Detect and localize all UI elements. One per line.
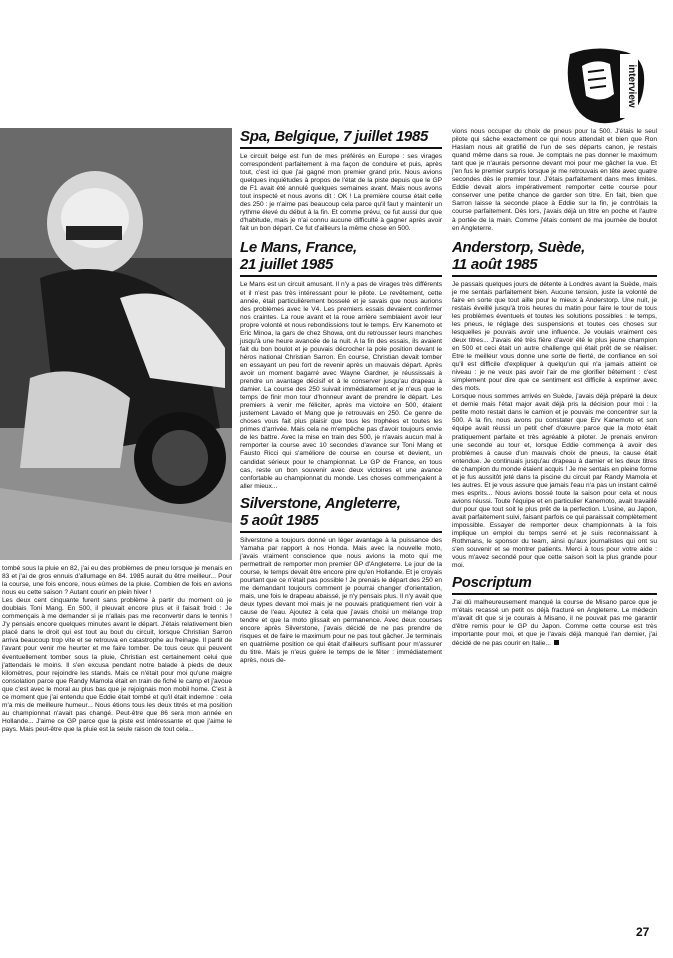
motorcycle-racer-illustration [0, 128, 232, 560]
column-3-text [452, 128, 657, 648]
heading-rule [452, 593, 657, 595]
paragraph: Lorsque nous sommes arrivés en Suède, j'avais déjà préparé la deux et demie mais l'état major avait déjà pris la décision pour moi : la petite moto restait dans le camion et je pouvais me concentrer sur la 500. A la fin, nous avons pu constater que Erv Kanemoto et son équipe avait réussi un petit chef d'œuvre parce que la moto était pratiquement parfaite et très agréable à piloter. Je prenais environ une seconde au tour et, lorsque Eddie commença à avoir des problèmes à cause d'un mauvais choix de pneus, la cause était entendue. Je continuais jusqu'au drapeau à damier et les deux titres de champion du monde étaient acquis ! Je me sentais en pleine forme et je fus aussitôt jeté dans la piscine du circuit par Randy Mamola et les autres. Et je vous assure que jamais l'eau n'a pas un instant calmé mes esprits... Nous avions bossé toute la saison pour cela et nous avions réussi. Toute l'équipe et en particulier Kanemoto, avait travaillé dur pour que tout soit le plus prêt de la perfection. L'usine, au Japon, avait parfaitement suivi, faisant parfois ce qui paraissait complètement impossible. Essayer de remporter deux championnats à la fois implique un emploi du temps serré et je suis reconnaissant à Rothmans, le sponsor du team, ainsi qu'aux journalistes qui ont su s'en souvenir et se montrer patients. Merci à tous pour votre aide : vous m'avez secondé pour que cette saison soit la plus grande pour moi. [452, 393, 657, 570]
paragraph [452, 599, 657, 647]
paragraph: vions nous occuper du choix de pneus pour la 500. J'étais le seul pilote qui sâche exactement ce qui nous attendait et bien que Ron Haslam nous ait gratifié de l'un de ses départs canon, je restais quand même dans sa roue. Je comptais ne pas donner le maximum tant que je n'aurais personne devant moi pour me gâcher la vue. Et j'en fus le premier surpris lorsque je me retrouvais en tête avec quatre secondes dès le premier tour. J'étais parfaitement dans mes limites. Eddie devait alors impérativement remporter cette course pour conserver une petite chance de garder son titre. En fait, bien que Sarron laisse la seconde place à Eddie sur la fin, je contrôlais la course parfaitement. Dès lors, j'avais déjà un titre en poche et l'autre à portée de la main. Comme j'étais content de ma journée de boulot en Angleterre. [452, 128, 657, 232]
paragraph: Les deux cent cinquante furent sans problème à partir du moment où je doublais Toni Mang. En 500, il pleuvait encore plus et il faisait froid : Je commençais à me demander si je n'allais pas me reconvertir dans le tennis ! J'y pensais encore quelques minutes avant le départ. J'étais relativement bien placé dans le droit qui est tout au bout du circuit, lorsque Christian Sarron arriva beaucoup trop vite et se retrouva en catastrophe au freinage. Il partit de l'avant pour venir me heurter et me faire tomber. De tous ceux qui peuvent éventuellement tomber sous la pluie, Christian est certainement celui que j'attendais le moins. Il s'en excusa pendant notre balade à pieds de deux kilomètres, pour rejoindre les stands. Mais ce n'était pour moi qu'une maigre consolation parce que Randy Mamola était en train de fiché le camp et j'avoue que c'est avec le moral au plus bas que je rejoignais mon mobil home. C'est à ce moment que j'ai entendu que Eddie était tombé et qu'il était indemne : cela m'a mis de meilleure humeur... Nous étions tous les deux titrés et ma position au championnat n'avait pas changé. Peut-être que 86 sera mon année en Hollande... J'aime ce GP parce que la piste est intéressante et que j'aime le pays. Mais peut-être que la pluie est la seule raison de tout cela... [2, 597, 232, 733]
section-heading-lemans: Le Mans, France, [240, 239, 357, 257]
interview-logo [566, 44, 648, 128]
column-1-text [2, 565, 232, 734]
page-number: 27 [636, 925, 650, 939]
section-heading-silverstone: Silverstone, Angleterre, [240, 494, 401, 512]
hand-microphone-icon [566, 44, 648, 128]
paragraph: Silverstone a toujours donné un léger avantage à la puissance des Yamaha par rapport à nos Honda. Mais avec la nouvelle moto, j'avais vraiment conscience que nous avions la moto qui me permettrait de remporter mon premier GP d'Angleterre. Le jour de la course, le temps devait être encore pire qu'en Hollande. Et je croyais pourtant que ce n'était pas possible ! Je prenais le départ des 250 en me demandant toujours comment je pourrai changer d'orientation, mais, une fois le drapeau abaissé, je n'y pensais plus. Il n'y avait que deux types devant moi mais je ne pouvais pratiquement rien voir à cause de l'eau. Ajoutez à cela que j'avais choisi un mélange trop tendre et que la moto glissait en permanence. Avec deux courses encore après Silverstone, j'avais décidé de ne pas prendre de risques et de faire le maximum pour ne pas tout gâcher. Je terminais en quatrième position ce qui était d'ailleurs suffisant pour m'assurer du titre. Mais je n'eus guère le temps de le fêter : immédiatement après, nous de- [240, 536, 442, 665]
section-heading-spa: Spa, Belgique, 7 juillet 1985 [240, 128, 429, 145]
heading-rule [240, 531, 442, 533]
racing-photo [0, 128, 232, 560]
postscript-text: J'ai dû malheureusement manqué la course de Misano parce que je m'étais recassé un petit os déjà fracturé en Angleterre. Le médecin m'avait dit que si je courais à Misano, il ne pouvait pas me garantir d'être remis pour le GP du Japon. Comme cette course est très importante pour moi, et que je l'avais déjà manqué l'an dernier, j'ai décidé de ne pas courir en Italie... [452, 599, 657, 647]
heading-rule [240, 147, 442, 149]
paragraph: Le Mans est un circuit amusant. Il n'y a pas de virages très différents et il n'est pas très intéressant pour le pilote. Le revêtement, cette année, était particulièrement bosselé et je savais que nous aurions des problèmes avec le V4. Les premiers essais devaient confirmer nos craintes. La roue avant et la roue arrière semblaient avoir leur propre volonté et nous rebondissions tout le temps. Erv Kanemoto et Eric Minoa, la gars de chez Showa, ont du retrousser leurs manches jusqu'à une heure avancée de la nuit. A la fin des essais, ils avaient fait du bon boulot et je pouvais décrocher la pole position devant le héros national Christian Sarron. En course, Christian devait tomber en essayant un peu fort de revenir après un mauvais départ. Après avoir un moment bagarré avec Wayne Gardner, je réussissais à prendre un avantage décisif et à le conserver jusqu'au drapeau à damier. La course des 250 suivait immédiatement et je n'eus que le temps de finir mon tour d'honneur avant de prendre le départ. Les premiers à venir me féliciter, après ma victoire en 500, étaient justement Lavado et Mang que je retrouvais en 250. Ce genre de choses vous fait plus plaisir que tous les trophées et toutes les primes d'arrivée. Mais cela ne m'empêche pas d'avoir toujours envie de les battre. Avec la mise en train des 500, je n'avais aucun mal à remporter la course avec 10 secondes d'avance sur Toni Mang et Fausto Ricci qui s'améliore de course en course et devient, un candidat sérieux pour le championnat. Le GP de France, en tous cas, reste un bon souvenir avec deux victoires et une avance confortable au championnat du monde. Les choses commençaient à aller mieux... [240, 281, 442, 490]
paragraph: tombé sous la pluie en 82, j'ai eu des problèmes de pneu lorsque je menais en 83 et j'ai de gros ennuis d'allumage en 84. 1985 aurait du être meilleur... Pour la course, une fois encore, nous eûmes de la pluie. Combien de fois en avions nous eu cette saison ? Autant courir en plein hiver ! [2, 565, 232, 597]
heading-rule [452, 275, 657, 277]
section-heading-anderstorp-date: 11 août 1985 [452, 255, 538, 273]
heading-rule [240, 275, 442, 277]
section-heading-postscript: Poscriptum [452, 574, 532, 592]
section-heading-anderstorp: Anderstorp, Suède, [452, 238, 585, 256]
svg-text:interview: interview [626, 64, 637, 108]
section-heading-lemans-date: 21 juillet 1985 [240, 256, 334, 274]
column-2-text [240, 128, 442, 665]
section-heading-silverstone-date: 5 août 1985 [240, 511, 319, 529]
paragraph: Je passais quelques jours de détente à Londres avant la Suède, mais je me sentais parfaitement bien. Aucune tension, juste la volonté de faire en sorte que tout aille pour le mieux à Anderstorp. Une nuit, je restais éveillé jusqu'à trois heures du matin pour faire le tour de tous les problèmes éventuels et toutes les solutions possibles : le temps, les pneus, le réglage des suspensions et toutes ces choses sur lesquelles je pouvais avoir une influence. Je voulais vraiment ces deux titres... J'avais été très fière d'avoir été le plus jeune champion en 500 et ceci était un autre challenge qui était prêt de se réaliser. Etre le meilleur vous donne une sorte de fierté, de confiance en soi qu'il est difficile d'expliquer à quelqu'un qui n'a jamais atteint ce niveau : je ne veux pas avoir l'air de me glorifier bêtement : c'est simplement pour dire que ce sentiment est difficile à exprimer avec des mots. [452, 280, 657, 393]
paragraph: Le circuit belge est l'un de mes préférés en Europe : ses virages correspondent parfaitement à ma façon de conduire et puis, après tout, c'est ici que j'ai gagné mon premier grand prix. Nous avions quelques inquiétudes à propos de l'état de la piste depuis que le GP de F1 avait été annulé quelques semaines avant. Mais nous avons tout inspecté et nous avons dit : OK ! La première course était celle des 250 : je n'aime pas beaucoup cela parce qu'il faut y maintenir un rythme élevé du début à la fin. Et comme prévu, ce fut aussi dur que d'habitude, mais je n'ai connu aucune difficulté à gagner après avoir fait un bon départ. Ce fut d'ailleurs la même chose en 500. [240, 153, 442, 233]
end-mark-icon [554, 640, 559, 645]
